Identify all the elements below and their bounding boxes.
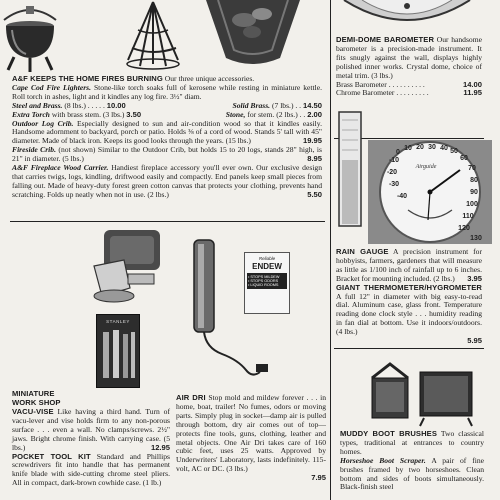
fireside-crib-name: Fireside Crib. — [12, 145, 56, 155]
dial-number: 70 — [468, 165, 476, 172]
fireside-crib-desc: (not shown) Similar to the Outdoor Crib, but holds 15 to 20 logs, stands 28" high, is 21" in diameter. (5 lbs.) — [12, 145, 322, 164]
vacu-vise-illustration — [84, 226, 168, 310]
packet-line: • LIQUID ROOMS — [248, 283, 279, 287]
thermometer-desc: A full 12" in diameter with big easy-to-read dial. Aluminum case, glass front. Temperature reading done clock style . . . humidity reading in fan dial at bottom. Use it indoors/outdoors. (4 lbs.) — [336, 291, 482, 337]
dial-number: 80 — [470, 177, 478, 184]
extra-torch-price: 3.50 — [126, 109, 142, 119]
boot-section — [340, 430, 484, 492]
steel-brass-weight: (8 lbs.) — [64, 100, 86, 110]
dial-number: 30 — [428, 144, 436, 151]
thermometer-paragraph — [336, 284, 482, 337]
log-crib-illustration — [118, 0, 188, 72]
boot-scraper-paragraph — [340, 457, 484, 493]
chrome-barometer-label: Chrome Barometer — [336, 88, 395, 98]
workshop-heading — [12, 390, 61, 408]
fireplace-divider — [10, 221, 325, 222]
barometer-name: DEMI-DOME BAROMETER — [336, 35, 435, 44]
thermometer-name: GIANT THERMOMETER/HYGROMETER — [336, 282, 482, 292]
dial-number: 120 — [458, 225, 470, 232]
dial-number: -20 — [386, 169, 398, 176]
wood-carrier-desc: Handiest fireplace accessory you'll ever own. Our exclusive design that carries twigs, logs, kindling, driftwood easily and compactly. End panels keep small pieces from falling out. Made of heavy-duty forest green cotton canvas that protects your clothing, prevents hand scratching. Folds up neatly when not in use. (2 lbs.) — [12, 163, 322, 199]
chrome-barometer-price: 11.95 — [463, 88, 482, 98]
wood-carrier-price: 5.50 — [307, 189, 322, 199]
thermometer-brand: Airguide — [415, 164, 437, 170]
boot-scraper-name: Horseshoe Boot Scraper. — [340, 455, 426, 465]
rain-gauge-illustration — [336, 110, 364, 230]
wood-carrier-paragraph — [12, 164, 322, 200]
tool-icons — [97, 324, 141, 384]
cape-cod-name: Cape Cod Fire Lighters. — [12, 82, 92, 92]
barometer-section — [336, 36, 482, 98]
rain-gauge-desc: A precision instrument for hobbyists, farmers, gardeners that will measure as little as 1/100 inch of rainfall up to 6 inches. Bracket for mounting included. (2 lbs.) — [336, 247, 482, 283]
vacu-vise-paragraph — [12, 408, 170, 453]
vacu-vise-price: 12.95 — [150, 442, 170, 452]
cape-cod-price-row-1: Steel and Brass. (8 lbs.) . . . . . 10.00 Solid Brass. (7 lbs.) . . 14.50 — [12, 100, 322, 110]
pocket-kit-paragraph — [12, 453, 170, 489]
solid-brass-price: 14.50 — [302, 100, 322, 110]
fireplace-intro: Our three unique accessories. — [164, 74, 255, 83]
dial-number: -40 — [396, 193, 408, 200]
dial-number: 110 — [462, 213, 474, 220]
kit-lid-label: STANLEY — [106, 319, 130, 324]
solid-brass-label: Solid Brass. — [232, 100, 271, 110]
dial-number: -30 — [388, 181, 400, 188]
log-crib-price: 19.95 — [302, 136, 322, 146]
stone-price: 2.00 — [307, 109, 322, 119]
dial-number: -10 — [388, 157, 400, 164]
log-crib-name: Outdoor Log Crib. — [12, 118, 74, 128]
air-dri-price: 7.95 — [311, 473, 326, 483]
vacu-vise-desc: Like having a third hand. Turn of vacu-lever and vise holds firm to any non-porous surface . . . even a wall. No clamps/screws. 2½" jaws. Bright chrome finish. With carrying case. (5 lbs.) — [12, 407, 170, 452]
extra-torch-desc: with brass stem. (3 lbs.) — [51, 109, 125, 119]
pocket-tool-kit-illustration — [96, 314, 140, 388]
gauges-divider — [334, 348, 484, 349]
dial-number: 40 — [440, 145, 448, 152]
packet-product: ENDEW — [252, 262, 282, 271]
extra-torch-label: Extra Torch — [12, 109, 50, 119]
dial-number: 50 — [450, 148, 458, 155]
boot-brushes-paragraph — [340, 430, 484, 457]
workshop-heading-line1: MINIATURE — [12, 389, 55, 398]
workshop-section — [12, 408, 170, 488]
barometer-illustration — [342, 0, 472, 30]
workshop-heading-line2: WORK SHOP — [12, 397, 61, 407]
log-crib-desc: Especially designed to sun and air-condition wood so that it kindles easily. Handsome adornment to backyard, porch or patio. Holds ⅜ of a cord of wood. Stands 5' tall with 45" diameter. Made of black iron. Keeps its good looks through the years. (15 lbs.) — [12, 118, 322, 146]
column-divider — [330, 0, 331, 500]
stone-label: Stone, — [225, 109, 246, 119]
dial-number: 90 — [470, 189, 478, 196]
stone-desc: for stem. (2 lbs.) — [247, 109, 298, 119]
fireside-crib-price: 8.95 — [307, 154, 322, 164]
boot-brushes-name: MUDDY BOOT BRUSHES — [340, 429, 438, 438]
pocket-kit-name: POCKET TOOL KIT — [12, 451, 91, 461]
cape-cod-paragraph — [12, 84, 322, 102]
brass-barometer-row: Brass Barometer . . . . . . . . . . 14.00 — [336, 79, 482, 89]
rain-gauge-price: 3.95 — [467, 273, 482, 283]
boot-scraper-desc: A pair of fine brushes framed by two horseshoes. Clean bottom and sides of boots simultaneously. Black-finish steel — [340, 455, 485, 492]
log-crib-paragraph — [12, 120, 322, 147]
chrome-barometer-row: Chrome Barometer . . . . . . . . . 11.95 — [336, 88, 482, 98]
air-dri-section — [176, 394, 326, 483]
endew-packet-illustration — [244, 252, 290, 314]
dial-number: 130 — [470, 235, 482, 242]
brass-barometer-price: 14.00 — [462, 79, 482, 89]
wood-carrier-illustration — [196, 0, 308, 70]
packet-brand: Reliable — [258, 256, 276, 261]
dial-number: 0 — [396, 149, 400, 156]
fireplace-heading: A&F KEEPS THE HOME FIRES BURNING — [12, 74, 163, 83]
dial-number: 100 — [466, 201, 478, 208]
dial-number: 60 — [460, 155, 468, 162]
boot-brushes-illustration — [364, 358, 480, 428]
dial-number: 10 — [404, 145, 412, 152]
cape-cod-price-row-2: Extra Torch with brass stem. (3 lbs.) 3.50 Stone, for stem. (2 lbs.) . . 2.00 — [12, 109, 322, 119]
packet-line: • STOPS ODORS — [248, 279, 279, 283]
steel-brass-label: Steel and Brass. — [12, 100, 63, 110]
gauges-section — [336, 248, 482, 346]
rain-gauge-paragraph — [336, 248, 482, 284]
air-dri-desc: Stop mold and mildew forever . . . in home, boat, trailer! No fumes, odors or moving parts. Simply plug in socket—damp air is pulled through bottom, dry air comes out of top—protects fine tools, guns, clothing, leather and metal objects. One Air Dri takes care of 160 cubic feet, uses 25 watts. Approved by Underwriters' Laboratory, lasts indefinitely. 115-volt, AC or DC. (3 lbs.) — [176, 393, 327, 474]
fireplace-section — [12, 75, 322, 200]
boot-brushes-desc: Two classical types, traditional at entrances to country homes. — [340, 429, 485, 456]
brass-barometer-label: Brass Barometer — [336, 79, 387, 89]
wood-carrier-name: A&F Fireplace Wood Carrier. — [12, 163, 109, 173]
cape-cod-desc: Stone-like torch soaks full of kerosene while resting in miniature kettle. Roll torch in ashes, light and it kindles any log fire. 3½" diam. — [12, 82, 322, 101]
thermometer-hygrometer-illustration — [368, 140, 492, 244]
rain-gauge-name: RAIN GAUGE — [336, 247, 389, 256]
solid-brass-weight: (7 lbs.) — [271, 100, 294, 110]
packet-line: • STOPS MILDEW — [248, 275, 280, 279]
vacu-vise-name: VACU-VISE — [12, 407, 54, 416]
thermometer-price: 5.95 — [467, 336, 482, 346]
dial-number: 20 — [416, 144, 424, 151]
pocket-kit-desc: Standard and Phillips screwdrivers fit into handle that has permanent knife blade with side-cutting chrome steel pliers. All in compact, dark-brown cowhide case. (1 lb.) — [12, 451, 170, 488]
air-dri-name: AIR DRI — [176, 393, 206, 402]
barometer-desc: Our handsome barometer is a precision-made instrument. It fits snugly against the wall, displays highly polished inner works. Crystal dome, choice of metal trim. (3 lbs.) — [336, 35, 482, 80]
packet-label — [247, 273, 287, 289]
fireside-crib-paragraph — [12, 146, 322, 164]
steel-brass-price: 10.00 — [106, 100, 126, 110]
fire-lighter-kettle-illustration — [0, 0, 80, 75]
